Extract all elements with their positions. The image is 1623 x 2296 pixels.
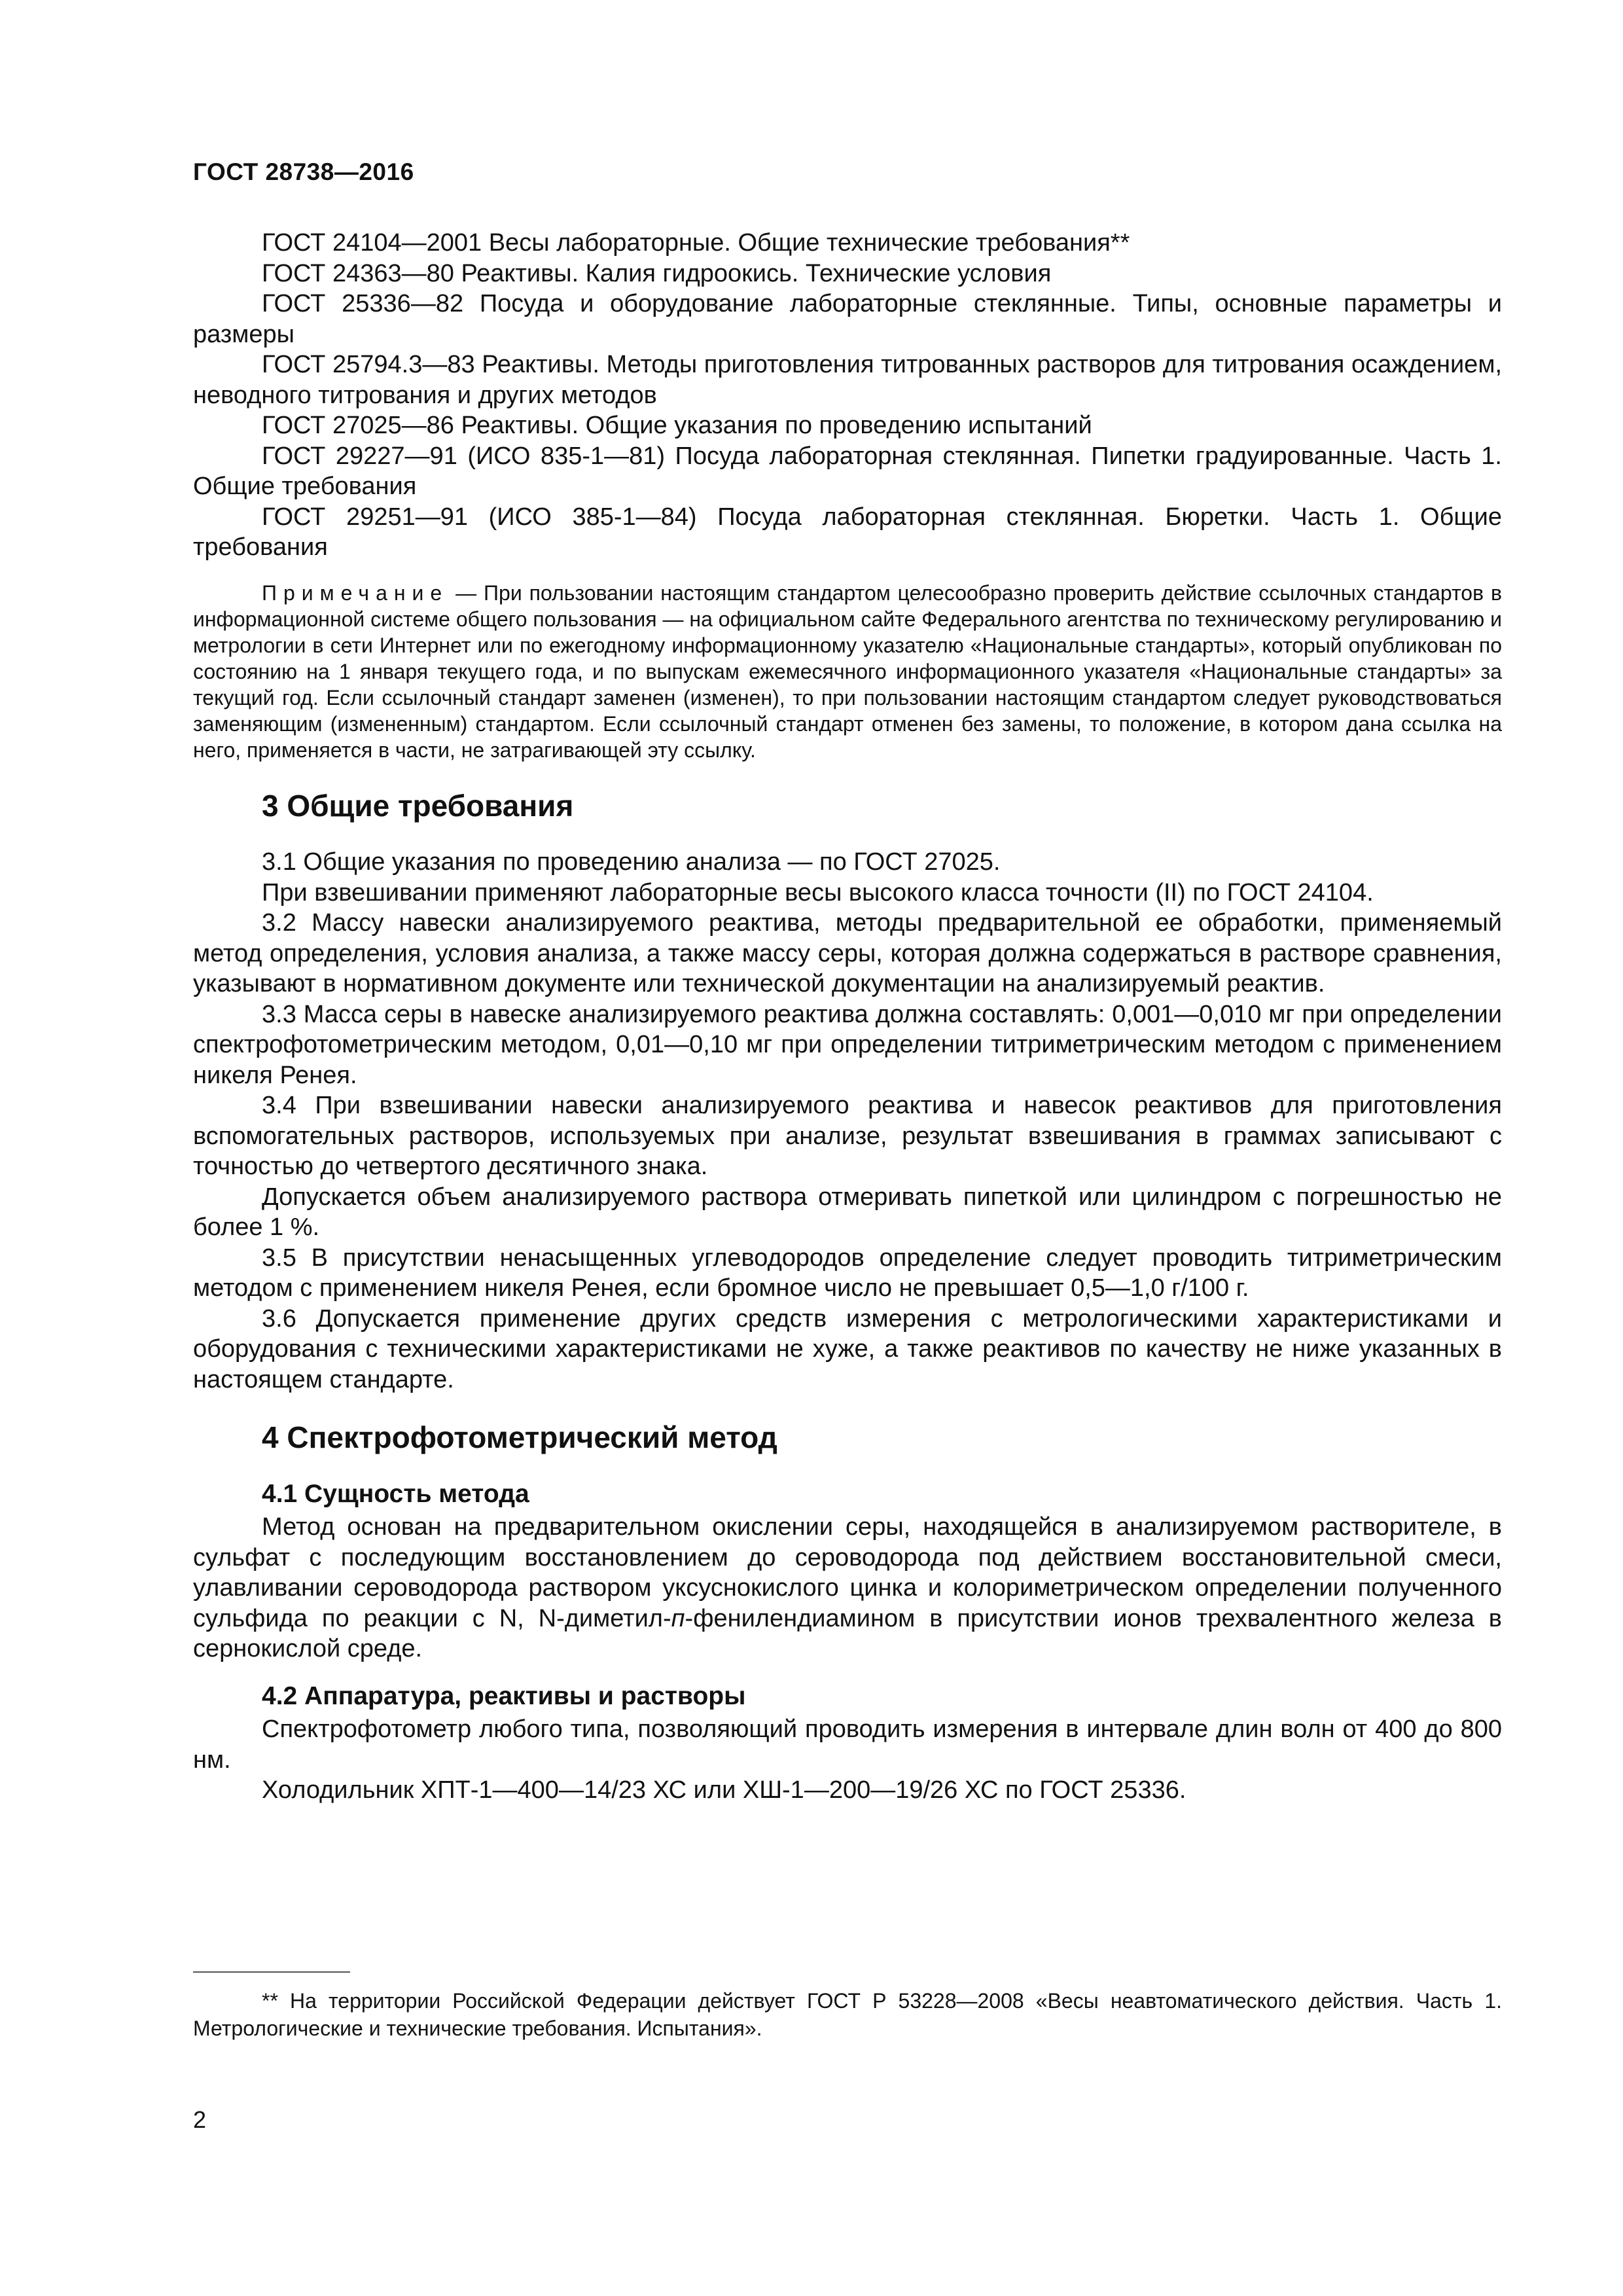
page-number: 2 [193,2106,207,2133]
paragraph: 3.4 При взвешивании навески анализируемого реактива и навесок реактивов для приготовления вспомогательных растворов, используемых при анализе, результат взвешивания в граммах записывают с точностью до четвертого десятичного знака. [193,1092,1502,1180]
reference-item: ГОСТ 27025—86 Реактивы. Общие указания по проведению испытаний [262,412,1092,439]
reference-item: ГОСТ 25794.3—83 Реактивы. Методы приготовления титрованных растворов для титрования осаждением, неводного титрования и других методов [193,351,1502,409]
subsection-4-1-heading: 4.1 Сущность метода [262,1479,529,1508]
document-header: ГОСТ 28738—2016 [193,158,414,185]
subsection-4-2-heading: 4.2 Аппаратура, реактивы и растворы [262,1681,746,1710]
paragraph: Холодильник ХПТ-1—400—14/23 ХС или ХШ-1—200—19/26 ХС по ГОСТ 25336. [262,1776,1186,1804]
paragraph: Допускается объем анализируемого раствора отмеривать пипеткой или цилиндром с погрешностью не более 1 %. [193,1183,1502,1241]
text-run: Метод основан на предварительном окислении серы, находящейся в анализируемом растворителе, в сульфат с последующим восстановлением до сероводорода под действием восстановительной смеси, улавливании сероводорода раствором уксуснокислого цинка и колориметрическом определении полученного сульфида по реакции с N, N-диметил- [193,1513,1502,1632]
reference-item: ГОСТ 25336—82 Посуда и оборудование лабораторные стеклянные. Типы, основные параметры и размеры [193,290,1502,348]
normative-references-list [193,228,1502,563]
reference-item: ГОСТ 29227—91 (ИСО 835-1—81) Посуда лабораторная стеклянная. Пипетки градуированные. Часть 1. Общие требования [193,442,1502,500]
paragraph: 3.5 В присутствии ненасыщенных углеводородов определение следует проводить титриметрическим методом с применением никеля Ренея, если бромное число не превышает 0,5—1,0 г/100 г. [193,1244,1502,1302]
footnote: ** На территории Российской Федерации действует ГОСТ Р 53228—2008 «Весы неавтоматического действия. Часть 1. Метрологические и технические требования. Испытания». [193,1989,1502,2040]
reference-item: ГОСТ 24104—2001 Весы лабораторные. Общие технические требования** [262,229,1130,257]
paragraph: Спектрофотометр любого типа, позволяющий проводить измерения в интервале длин волн от 400 до 800 нм. [193,1715,1502,1774]
note-text: — При пользовании настоящим стандартом целесообразно проверить действие ссылочных стандартов в информационной системе общего пользования — на официальном сайте Федерального агентства по техническому регулированию и метрологии в сети Интернет или по ежегодному информационному указателю «Национальные стандарты», который опубликован по состоянию на 1 января текущего года, и по выпускам ежемесячного информационного указателя «Национальные стандарты» за текущий год. Если ссылочный стандарт заменен (изменен), то при пользовании настоящим стандартом следует руководствоваться заменяющим (измененным) стандартом. Если ссылочный стандарт отменен без замены, то положение, в котором дана ссылка на него, применяется в части, не затрагивающей эту ссылку. [193,581,1503,762]
note-label: Примечание [262,581,449,605]
section-3-body [193,847,1502,1395]
footnote-divider [193,1971,350,1973]
section-4-heading: 4 Спектрофотометрический метод [262,1420,777,1454]
paragraph [193,1512,1502,1664]
text-run: -фенилендиамином в присутствии ионов трехвалентного железа в сернокислой среде. [193,1604,1502,1662]
reference-item: ГОСТ 24363—80 Реактивы. Калия гидроокись. Технические условия [262,259,1052,287]
section-3-heading: 3 Общие требования [262,788,574,823]
paragraph: При взвешивании применяют лабораторные весы высокого класса точности (II) по ГОСТ 24104. [262,878,1374,906]
note-block [193,580,1502,763]
paragraph: 3.1 Общие указания по проведению анализа — по ГОСТ 27025. [262,848,1001,876]
reference-item: ГОСТ 29251—91 (ИСО 385-1—84) Посуда лабораторная стеклянная. Бюретки. Часть 1. Общие требования [193,503,1502,561]
italic-run: п [671,1604,685,1632]
paragraph: 3.6 Допускается применение других средств измерения с метрологическими характеристиками и оборудования с техническими характеристиками не хуже, а также реактивов по качеству не ниже указанных в настоящем стандарте. [193,1304,1502,1393]
paragraph: 3.2 Массу навески анализируемого реактива, методы предварительной ее обработки, применяемый метод определения, условия анализа, а также массу серы, которая должна содержаться в растворе сравнения, указывают в нормативном документе или технической документации на анализируемый реактив. [193,909,1502,997]
document-body [193,228,1502,1806]
paragraph: 3.3 Масса серы в навеске анализируемого реактива должна составлять: 0,001—0,010 мг при определении спектрофотометрическим методом, 0,01—0,10 мг при определении титриметрическим методом с применением никеля Ренея. [193,1000,1502,1089]
